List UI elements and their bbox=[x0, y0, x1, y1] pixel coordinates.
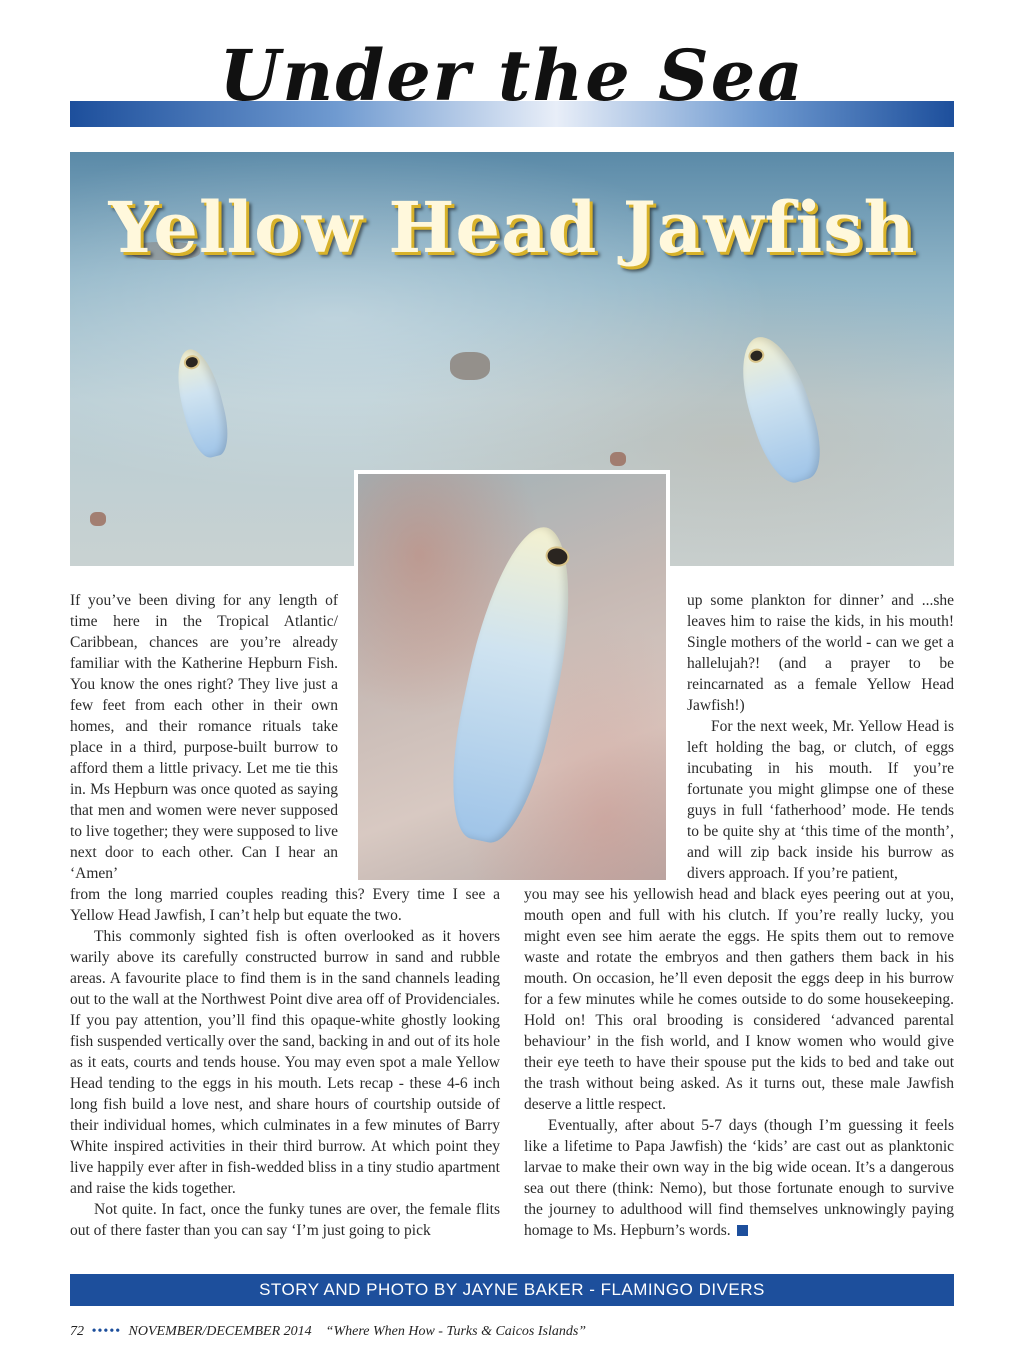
fish-eye bbox=[544, 544, 572, 569]
photo-title: Yellow Head Jawfish bbox=[108, 186, 916, 269]
paragraph: up some plankton for dinner’ and ...she leaves him to raise the kids, in his mouth! Single mothers of the world - can we get a hallelujah?! (and a prayer to be reincarnated as a female Yellow Head Jawfish!) bbox=[687, 592, 954, 714]
paragraph: If you’ve been diving for any length of time here in the Tropical Atlantic/ Caribbean, chances are you’re already familiar with the Katherine Hepburn Fish. You know the ones right? They live just a few feet from each other in their own homes, and their romance rituals take place in a third, purpose-built burrow to afford them a little privacy. Let me tie this in. Ms Hepburn was once quoted as saying that men and women were never supposed to live together; they were supposed to live next door to each other. Can I hear an ‘Amen’ bbox=[70, 592, 338, 882]
fish-right bbox=[728, 328, 831, 489]
rock-shape bbox=[90, 512, 106, 526]
rock-shape bbox=[450, 352, 490, 380]
footer-dots: ••••• bbox=[91, 1324, 122, 1339]
article-left-full bbox=[70, 884, 500, 1241]
inset-photo bbox=[358, 474, 666, 880]
paragraph: you may see his yellowish head and black eyes peering out at you, mouth open and full with his clutch. If you’re really lucky, you might even see him aerate the eggs. He spits them out to remove waste and rotate the embryos and then gathers them back in his mouth. On occasion, he’ll even deposit the eggs deep in his burrow for a few minutes while he comes outside to do some housekeeping. Hold on! This oral brooding is considered ‘advanced parental behaviour’ in the fish world, and I know women who would give their eye teeth to have their spouse put the kids to bed and take out the trash without being asked. As it turns out, these male Jawfish deserve a little respect. bbox=[524, 886, 954, 1113]
page-footer bbox=[70, 1324, 586, 1340]
closing-text: Eventually, after about 5-7 days (though I’m guessing it feels like a lifetime to Papa Jawfish) the ‘kids’ are cast out as planktonic larvae to make their own way in the big wide ocean. It’s a dangerous sea out there (think: Nemo), but those fortunate enough to survive the journey to adulthood will find themselves unknowingly paying homage to Ms. Hepburn’s words. bbox=[524, 1117, 954, 1239]
end-mark-icon bbox=[737, 1225, 748, 1236]
paragraph: This commonly sighted fish is often overlooked as it hovers warily above its carefully constructed burrow in sand and rubble areas. A favourite place to find them is in the sand channels leading out to the wall at the Northwest Point dive area off of Providenciales. If you pay attention, you’ll find this opaque-white ghostly looking fish suspended vertically over the sand, backing in and out of its hole as it eats, courts and tends house. You may even spot a male Yellow Head tending to the eggs in his mouth. Lets recap - these 4-6 inch long fish build a love nest, and share hours of courtship outside of their individual homes, which culminates in a few minutes of Barry White inspired activities in their third burrow. At which point they live happily ever after in fish-wedded bliss in a tiny studio apartment and raise the kids together. bbox=[70, 928, 500, 1197]
paragraph: Not quite. In fact, once the funky tunes are over, the female flits out of there faster than you can say ‘I’m just going to pick bbox=[70, 1201, 500, 1239]
fish-left bbox=[169, 345, 234, 461]
section-title: Under the Sea bbox=[219, 34, 805, 117]
rock-shape bbox=[610, 452, 626, 466]
issue-date: NOVEMBER/DECEMBER 2014 bbox=[128, 1324, 312, 1339]
page-number: 72 bbox=[70, 1324, 84, 1339]
photo-credit-bar: STORY AND PHOTO BY JAYNE BAKER - FLAMINGO DIVERS bbox=[70, 1274, 954, 1306]
article-right-narrow bbox=[687, 590, 954, 884]
fish-eye bbox=[182, 354, 201, 371]
paragraph: from the long married couples reading this? Every time I see a Yellow Head Jawfish, I can’t help but equate the two. bbox=[70, 886, 500, 924]
fish-eye bbox=[747, 347, 767, 365]
fish-closeup bbox=[436, 518, 591, 850]
article-right-full bbox=[524, 884, 954, 1241]
publication-name: “Where When How - Turks & Caicos Islands” bbox=[325, 1324, 587, 1339]
article-left-narrow bbox=[70, 590, 338, 884]
paragraph: For the next week, Mr. Yellow Head is left holding the bag, or clutch, of eggs incubating in his mouth. If you’re fortunate you might glimpse one of these guys in full ‘fatherhood’ mode. He tends to be quite shy at ‘this time of the month’, and will zip back inside his burrow as divers approach. If you’re patient, bbox=[687, 718, 954, 882]
inset-photo-frame bbox=[354, 470, 670, 884]
paragraph bbox=[524, 1115, 954, 1241]
